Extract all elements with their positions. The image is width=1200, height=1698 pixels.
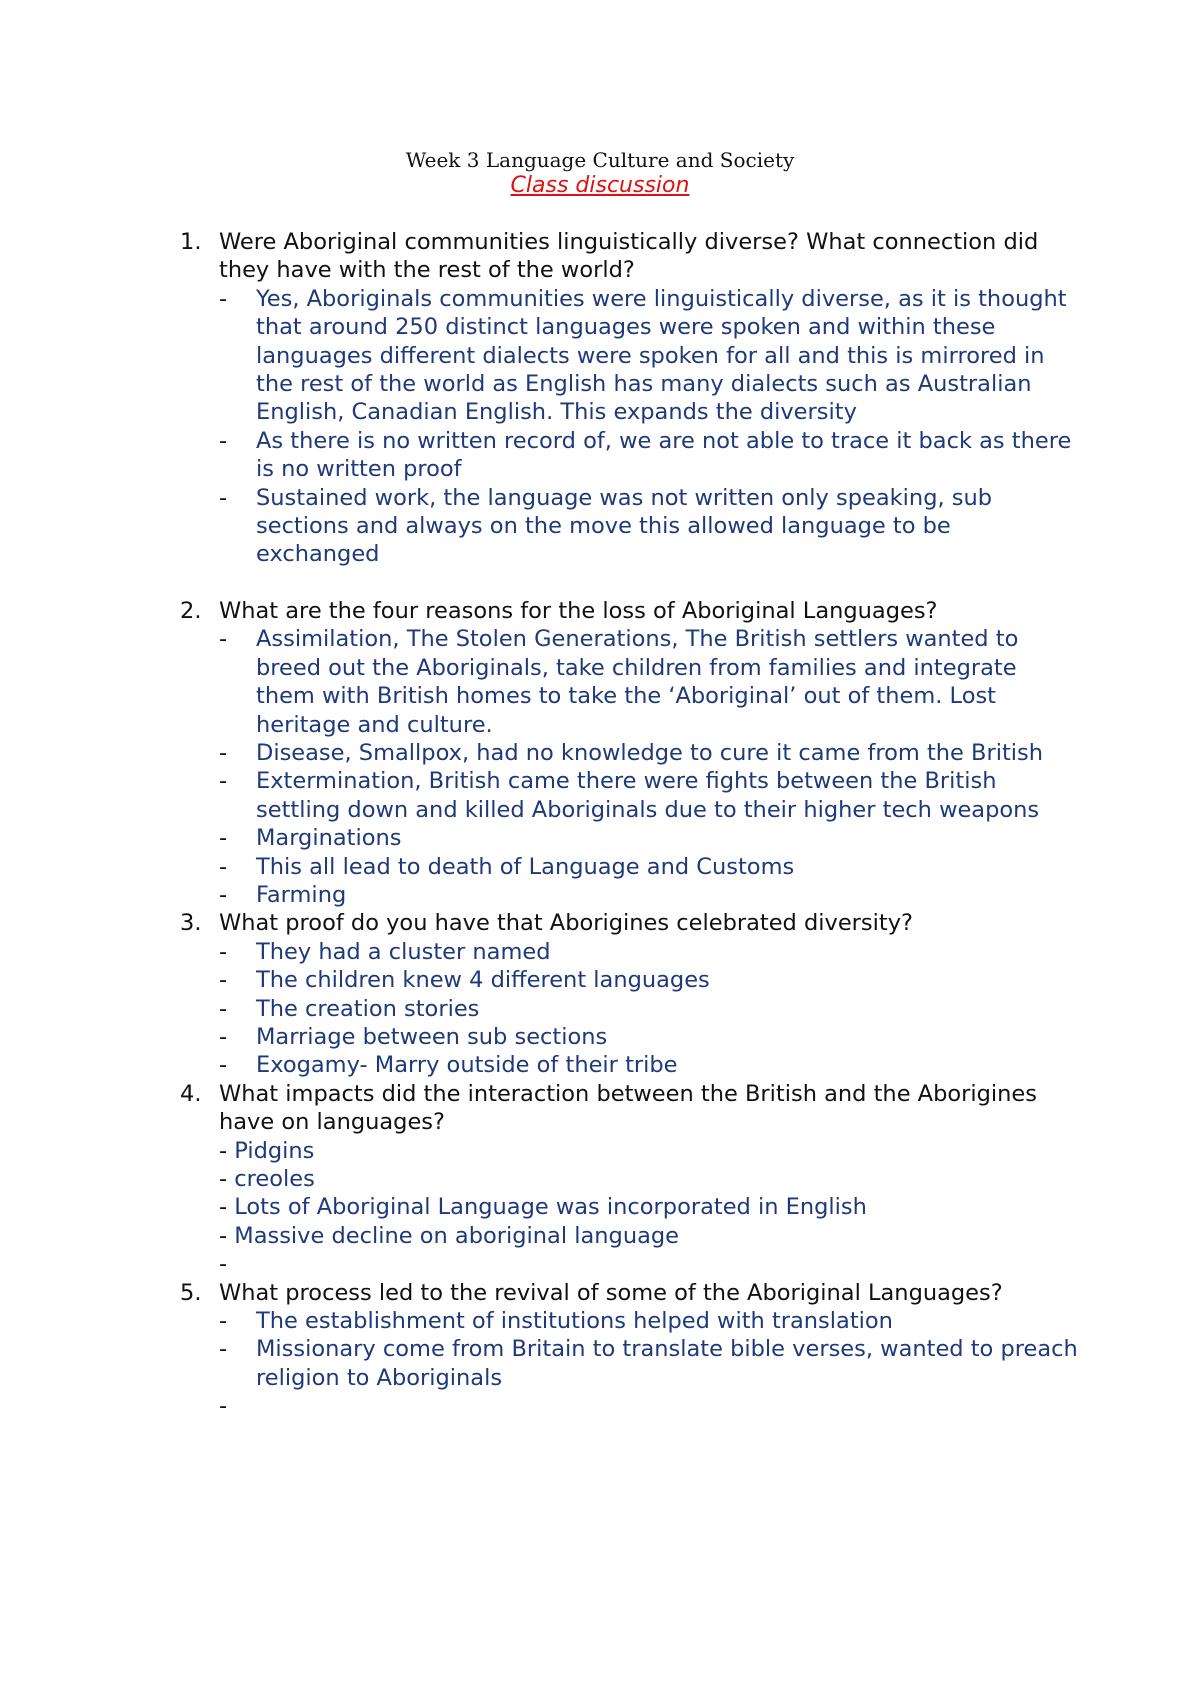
bullet-dash: - <box>219 1166 228 1192</box>
question-1 <box>180 228 1080 569</box>
question-number: 2. <box>180 597 202 624</box>
question-text: What are the four reasons for the loss of Aboriginal Languages? <box>219 597 938 624</box>
question-text: What process led to the revival of some of the Aboriginal Languages? <box>219 1279 1003 1306</box>
answer-text: Pidgins <box>234 1137 315 1164</box>
document-body <box>180 228 1080 1420</box>
bullet-dash: - <box>219 967 228 994</box>
answer-text: They had a cluster named <box>256 938 551 965</box>
answer-text: Massive decline on aboriginal language <box>234 1222 679 1249</box>
answer-text: creoles <box>234 1166 315 1192</box>
answer-text: Farming <box>256 881 347 908</box>
bullet-dash: - <box>219 285 228 312</box>
bullet-dash: - <box>219 626 228 653</box>
answer-text: Assimilation, The Stolen Generations, The British settlers wanted to breed out the Aboriginals, take children from families and integrate them with British homes to take the ‘Aboriginal’ out of them. Lost heritage and culture. <box>256 626 1019 738</box>
answer-text: The children knew 4 different languages <box>256 967 710 994</box>
bullet-dash: - <box>219 1194 228 1221</box>
bullet-dash: - <box>219 768 228 795</box>
answer-item <box>219 995 1080 1023</box>
answer-item <box>219 1023 1080 1051</box>
answer-item <box>219 1222 1080 1250</box>
bullet-dash: - <box>219 995 228 1022</box>
answer-item <box>219 1137 1080 1165</box>
bullet-dash: - <box>219 1308 228 1335</box>
bullet-dash: - <box>219 1336 228 1363</box>
answer-list <box>219 1137 1080 1279</box>
answer-text: Missionary come from Britain to translate bible verses, wanted to preach religion to Aboriginals <box>256 1336 1078 1391</box>
document-subtitle: Class discussion <box>510 173 690 198</box>
answer-text: Marriage between sub sections <box>256 1023 608 1050</box>
answer-item <box>219 1165 1080 1193</box>
answer-item <box>219 938 1080 966</box>
answer-item <box>219 1193 1080 1221</box>
bullet-dash: - <box>219 1222 228 1249</box>
answer-text: This all lead to death of Language and Customs <box>256 853 795 880</box>
question-5 <box>180 1279 1080 1420</box>
question-number: 5. <box>180 1279 202 1306</box>
question-3 <box>180 909 1080 1079</box>
answer-text: Sustained work, the language was not written only speaking, sub sections and always on the move this allowed language to be exchanged <box>256 484 993 568</box>
bullet-dash: - <box>219 1023 228 1050</box>
answer-item <box>219 966 1080 994</box>
answer-text: Yes, Aboriginals communities were linguistically diverse, as it is thought that around 250 distinct languages were spoken and within these languages different dialects were spoken for all and this is mirrored in the rest of the world as English has many dialects such as Australian English, Canadian English. This expands the diversity <box>256 285 1067 426</box>
bullet-dash: - <box>219 484 228 511</box>
bullet-dash: - <box>219 825 228 852</box>
question-number: 1. <box>180 229 202 255</box>
bullet-dash: - <box>219 1137 228 1164</box>
answer-item <box>219 625 1080 739</box>
answer-item <box>219 427 1080 484</box>
bullet-dash: - <box>219 1393 228 1420</box>
question-text: What proof do you have that Aborigines celebrated diversity? <box>219 910 913 937</box>
answer-item <box>219 1307 1080 1335</box>
question-text: What impacts did the interaction between the British and the Aborigines have on languages? <box>219 1080 1037 1136</box>
answer-text: The creation stories <box>256 995 480 1022</box>
question-2 <box>180 597 1080 909</box>
answer-text: Exogamy- Marry outside of their tribe <box>256 1052 678 1079</box>
answer-item <box>219 739 1080 767</box>
bullet-dash: - <box>219 1251 228 1278</box>
answer-text: The establishment of institutions helped with translation <box>256 1308 893 1335</box>
bullet-dash: - <box>219 427 228 454</box>
answer-list <box>219 938 1080 1080</box>
document-title: Week 3 Language Culture and Society <box>405 148 795 172</box>
question-number: 4. <box>180 1080 202 1107</box>
bullet-dash: - <box>219 1052 228 1079</box>
answer-item <box>219 1051 1080 1079</box>
answer-text: Lots of Aboriginal Language was incorporated in English <box>234 1194 867 1221</box>
answer-item <box>219 484 1080 569</box>
answer-item <box>219 1335 1080 1392</box>
bullet-dash: - <box>219 881 228 908</box>
bullet-dash: - <box>219 853 228 880</box>
bullet-dash: - <box>219 938 228 965</box>
question-4 <box>180 1080 1080 1279</box>
question-text: Were Aboriginal communities linguistically diverse? What connection did they have with the rest of the world? <box>219 229 1039 284</box>
answer-item <box>219 853 1080 881</box>
answer-item <box>219 285 1080 427</box>
answer-item <box>219 767 1080 824</box>
answer-text: Marginations <box>256 825 402 852</box>
answer-item <box>219 824 1080 852</box>
answer-item <box>219 881 1080 909</box>
bullet-dash: - <box>219 739 228 766</box>
answer-text: Disease, Smallpox, had no knowledge to cure it came from the British <box>256 739 1044 766</box>
answer-list <box>219 1307 1080 1420</box>
answer-text: As there is no written record of, we are not able to trace it back as there is no written proof <box>256 427 1072 483</box>
answer-text: Extermination, British came there were fights between the British settling down and killed Aboriginals due to their higher tech weapons <box>256 768 1040 823</box>
question-number: 3. <box>180 910 202 937</box>
answer-item <box>219 1250 1080 1278</box>
answer-list <box>219 285 1080 569</box>
blank-line <box>180 569 1080 597</box>
answer-list <box>219 625 1080 909</box>
